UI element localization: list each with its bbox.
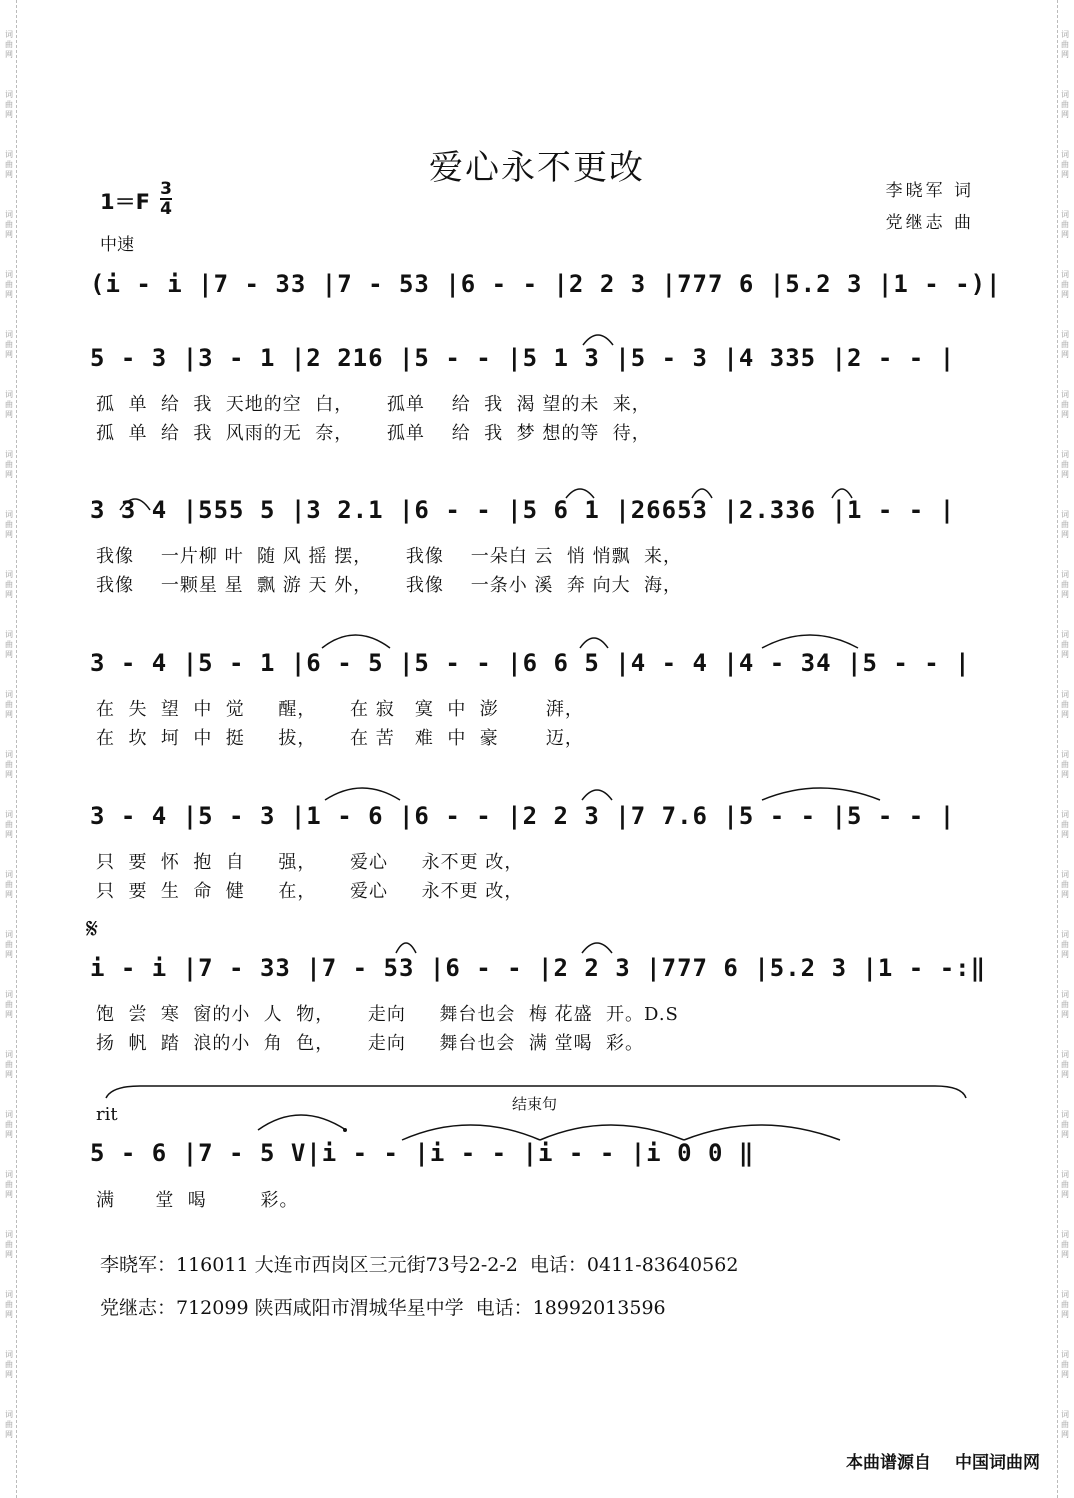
side-watermark-mark: 词曲网	[1061, 90, 1069, 119]
side-watermark-mark: 词曲网	[5, 1410, 13, 1439]
side-watermark-mark: 词曲网	[1061, 1110, 1069, 1139]
side-watermark-mark: 词曲网	[1061, 870, 1069, 899]
side-watermark-mark: 词曲网	[1061, 510, 1069, 539]
side-watermark-mark: 词曲网	[1061, 30, 1069, 59]
lyrics-line-2b: 我像 一颗星 星 飘 游 天 外， 我像 一条小 溪 奔 向大 海，	[96, 575, 683, 596]
source-label: 本曲谱源自	[846, 1453, 931, 1473]
tempo-marking: 中速	[100, 235, 134, 255]
side-watermark-mark: 词曲网	[5, 1170, 13, 1199]
side-watermark-mark: 词曲网	[1061, 990, 1069, 1019]
slur	[402, 1125, 540, 1140]
slur	[582, 790, 612, 800]
slur	[120, 499, 150, 510]
notation-line-3: 3 - 4 |5 - 1 |6 - 5 |5 - - |6 6 5 |4 - 4 |4 - 34 |5 - - |	[90, 649, 971, 677]
notation-line-4: 3 - 4 |5 - 3 |1 - 6 |6 - - |2 2 3 |7 7.6 |5 - - |5 - - |	[90, 802, 956, 830]
side-watermark-mark: 词曲网	[1061, 1170, 1069, 1199]
slur	[396, 943, 416, 953]
side-watermark-mark: 词曲网	[1061, 1050, 1069, 1079]
side-watermark-mark: 词曲网	[1061, 450, 1069, 479]
slur	[832, 489, 852, 498]
side-watermark-mark: 词曲网	[1061, 630, 1069, 659]
lyrics-line-ending: 满 堂 喝 彩。	[96, 1190, 299, 1211]
side-watermark-mark: 词曲网	[5, 690, 13, 719]
side-watermark-mark: 词曲网	[5, 510, 13, 539]
time-signature-bottom: 4	[160, 199, 172, 219]
side-watermark-mark: 词曲网	[5, 1290, 13, 1319]
slur	[692, 489, 712, 498]
side-watermark-mark: 词曲网	[5, 750, 13, 779]
lyrics-line-1b: 孤 单 给 我 风雨的无 奈， 孤单 给 我 梦 想的等 待，	[96, 423, 651, 444]
phrase-bracket	[106, 1086, 966, 1098]
time-signature-top: 3	[160, 179, 172, 199]
side-watermark-mark: 词曲网	[5, 390, 13, 419]
slur	[566, 489, 594, 498]
side-watermark-mark: 词曲网	[5, 150, 13, 179]
side-watermark-mark: 词曲网	[5, 630, 13, 659]
side-watermark-mark: 词曲网	[1061, 810, 1069, 839]
side-watermark-mark: 词曲网	[5, 90, 13, 119]
side-watermark-mark: 词曲网	[5, 330, 13, 359]
slur	[325, 788, 400, 800]
side-watermark-mark: 词曲网	[5, 570, 13, 599]
song-title: 爱心永不更改	[429, 148, 645, 188]
side-watermark-mark: 词曲网	[1061, 1410, 1069, 1439]
side-watermark-mark: 词曲网	[5, 450, 13, 479]
lyrics-line-3a: 在 失 望 中 觉 醒， 在 寂 寞 中 澎 湃，	[96, 699, 584, 720]
side-watermark-mark: 词曲网	[5, 870, 13, 899]
slur	[580, 638, 608, 648]
side-watermark-mark: 词曲网	[5, 1230, 13, 1259]
side-watermark-mark: 词曲网	[1061, 570, 1069, 599]
slur	[684, 1125, 840, 1140]
side-watermark-mark: 词曲网	[1061, 210, 1069, 239]
notation-line-5: i - i |7 - 33 |7 - 53 |6 - - |2 2 3 |777 6 |5.2 3 |1 - -:‖	[90, 954, 987, 982]
fermata-dot	[343, 1128, 347, 1132]
side-watermark-mark: 词曲网	[1061, 690, 1069, 719]
side-watermark-mark: 词曲网	[5, 1350, 13, 1379]
lyrics-line-1a: 孤 单 给 我 天地的空 白， 孤单 给 我 渴 望的未 来，	[96, 394, 651, 415]
side-watermark-mark: 词曲网	[5, 1110, 13, 1139]
key-signature: 1＝F	[100, 190, 150, 214]
side-watermark-mark: 词曲网	[5, 1050, 13, 1079]
side-watermark-mark: 词曲网	[1061, 150, 1069, 179]
side-watermark-mark: 词曲网	[1061, 1350, 1069, 1379]
slur	[582, 943, 612, 953]
side-watermark-mark: 词曲网	[1061, 330, 1069, 359]
lyrics-line-2a: 我像 一片柳 叶 随 风 摇 摆， 我像 一朵白 云 悄 悄飘 来，	[96, 546, 683, 567]
contact-lyricist: 李晓军：116011 大连市西岗区三元街73号2-2-2 电话：0411-83640562	[100, 1254, 739, 1276]
notation-line-ending: 5 - 6 |7 - 5 V|i - - |i - - |i - - |i 0 0 ‖	[90, 1139, 755, 1167]
lyrics-line-5b: 扬 帆 踏 浪的小 角 色， 走向 舞台也会 满 堂喝 彩。	[96, 1033, 645, 1054]
side-watermark-mark: 词曲网	[1061, 270, 1069, 299]
side-watermark-mark: 词曲网	[5, 30, 13, 59]
side-watermark-mark: 词曲网	[5, 990, 13, 1019]
segno-sign: 𝄋	[86, 912, 99, 945]
contact-composer: 党继志：712099 陕西咸阳市渭城华星中学 电话：18992013596	[100, 1297, 666, 1319]
side-watermark-mark: 词曲网	[5, 930, 13, 959]
composer-credit: 党继志 曲	[885, 213, 974, 233]
notation-line-intro: (i - i |7 - 33 |7 - 53 |6 - - |2 2 3 |777 6 |5.2 3 |1 - -)|	[90, 270, 1002, 298]
slur	[322, 635, 390, 648]
side-watermark-mark: 词曲网	[5, 810, 13, 839]
notation-line-1: 5 - 3 |3 - 1 |2 216 |5 - - |5 1 3 |5 - 3 |4 335 |2 - - |	[90, 344, 956, 372]
lyrics-line-4a: 只 要 怀 抱 自 强， 爱心 永不更 改，	[96, 852, 524, 873]
side-watermark-mark: 词曲网	[5, 210, 13, 239]
slur	[762, 635, 858, 648]
rit-marking: rit	[96, 1104, 118, 1125]
source-site: 中国词曲网	[955, 1453, 1040, 1473]
side-watermark-mark: 词曲网	[1061, 1290, 1069, 1319]
notation-line-2: 3 3 4 |555 5 |3 2.1 |6 - - |5 6 1 |26653 |2.336 |1 - - |	[90, 496, 956, 524]
lyrics-line-3b: 在 坎 坷 中 挺 拔， 在 苦 难 中 豪 迈，	[96, 728, 584, 749]
side-watermark-mark: 词曲网	[1061, 750, 1069, 779]
lyrics-line-5a: 饱 尝 寒 窗的小 人 物， 走向 舞台也会 梅 花盛 开。D.S	[96, 1004, 679, 1025]
side-watermark-mark: 词曲网	[5, 270, 13, 299]
lyricist-credit: 李晓军 词	[885, 181, 974, 201]
slur	[762, 788, 880, 800]
side-watermark-mark: 词曲网	[1061, 390, 1069, 419]
ending-label: 结束句	[512, 1095, 558, 1113]
slur	[258, 1115, 346, 1130]
side-watermark-mark: 词曲网	[1061, 1230, 1069, 1259]
side-watermark-mark: 词曲网	[1061, 930, 1069, 959]
lyrics-line-4b: 只 要 生 命 健 在， 爱心 永不更 改，	[96, 881, 524, 902]
slur	[540, 1125, 684, 1140]
slur	[583, 335, 613, 345]
